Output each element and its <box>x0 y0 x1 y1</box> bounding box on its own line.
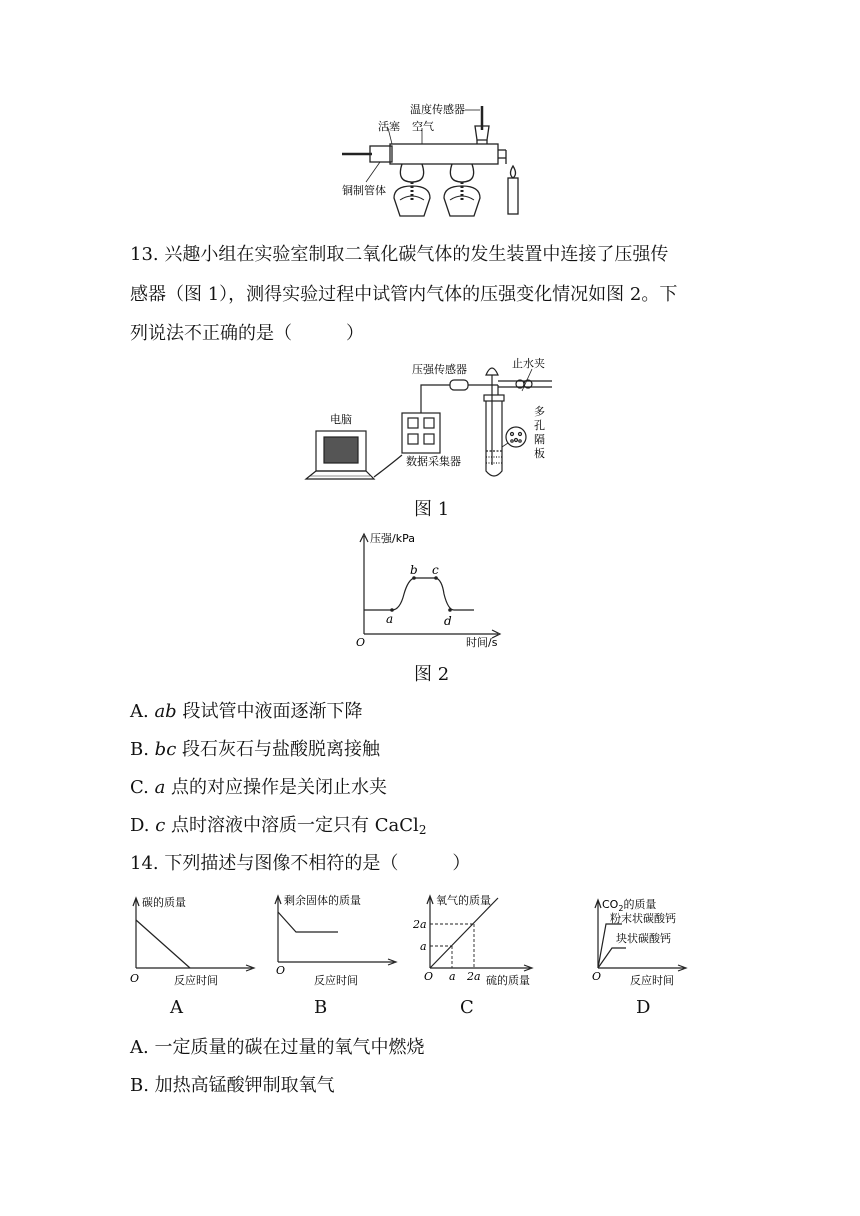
porous-plate-label-4: 板 <box>534 447 545 460</box>
porous-plate-label-2: 孔 <box>534 419 545 432</box>
graph2-point-d: d <box>444 614 452 628</box>
q13-stem-line3: 列说法不正确的是（ ） <box>130 323 364 344</box>
graph-a-ylabel: 碳的质量 <box>142 896 186 909</box>
graph2-xlabel: 时间/s <box>466 636 498 649</box>
computer-label: 电脑 <box>330 413 352 426</box>
q13-option-b: B. bc 段石灰石与盐酸脱离接触 <box>130 739 381 760</box>
graph-b-xlabel: 反应时间 <box>314 974 358 987</box>
q13-option-a: A. ab 段试管中液面逐渐下降 <box>130 701 363 722</box>
graph-d-origin: O <box>592 970 602 983</box>
graph-d-series-powder: 粉末状碳酸钙 <box>610 912 676 925</box>
graph-b-origin: O <box>276 964 286 977</box>
pressure-apparatus-figure <box>300 355 560 485</box>
copper-tube-apparatus-figure <box>330 96 530 221</box>
air-label: 空气 <box>412 120 434 133</box>
copper-tube-label: 铜制管体 <box>342 184 386 197</box>
graph-d-series-block: 块状碳酸钙 <box>616 932 671 945</box>
q13-stem-line1: 13. 兴趣小组在实验室制取二氧化碳气体的发生装置中连接了压强传 <box>130 244 669 265</box>
graph-c-ylabel: 氧气的质量 <box>436 894 491 907</box>
fig1-caption: 图 1 <box>414 499 450 520</box>
q14-graph-b <box>270 890 410 990</box>
graph-a-origin: O <box>130 972 140 985</box>
temp-sensor-label: 温度传感器 <box>410 103 465 116</box>
q14-stem: 14. 下列描述与图像不相符的是（ ） <box>130 853 471 874</box>
q14-graph-d <box>590 890 740 990</box>
graph-a-xlabel: 反应时间 <box>174 974 218 987</box>
porous-plate-label-1: 多 <box>534 405 545 418</box>
q13-option-d: D. c 点时溶液中溶质一定只有 CaCl$_2$ <box>130 815 427 837</box>
piston-label: 活塞 <box>378 120 400 133</box>
graph-d-letter: D <box>636 997 651 1018</box>
graph2-origin: O <box>356 636 366 649</box>
stop-clamp-label: 止水夹 <box>512 357 545 370</box>
graph-c-letter: C <box>460 997 474 1018</box>
graph2-point-c: c <box>432 563 439 577</box>
q13-stem-line2: 感器（图 1），测得实验过程中试管内气体的压强变化情况如图 2。下 <box>130 284 678 305</box>
porous-plate-label-3: 隔 <box>534 433 545 446</box>
graph-c-tick-x-2a: 2a <box>467 970 481 983</box>
graph2-ylabel: 压强/kPa <box>370 532 415 545</box>
q14-option-a: A. 一定质量的碳在过量的氧气中燃烧 <box>130 1037 425 1058</box>
graph-b-letter: B <box>314 997 328 1018</box>
graph-d-ylabel: $CO_2$的质量 <box>602 898 657 913</box>
fig2-caption: 图 2 <box>414 664 450 685</box>
graph2-point-b: b <box>410 563 418 577</box>
pressure-sensor-label: 压强传感器 <box>412 363 467 376</box>
q14-graph-a <box>128 890 268 990</box>
pressure-time-graph <box>350 528 510 650</box>
q14-option-b: B. 加热高锰酸钾制取氧气 <box>130 1075 335 1096</box>
graph-c-xlabel: 硫的质量 <box>486 974 530 987</box>
graph-b-ylabel: 剩余固体的质量 <box>284 894 361 907</box>
graph-c-origin: O <box>424 970 434 983</box>
graph-d-xlabel: 反应时间 <box>630 974 674 987</box>
data-collector-label: 数据采集器 <box>406 455 461 468</box>
graph-c-tick-y-2a: 2a <box>413 918 427 931</box>
q13-option-c: C. a 点的对应操作是关闭止水夹 <box>130 777 388 798</box>
q14-graph-c <box>412 890 552 990</box>
graph-a-letter: A <box>170 997 183 1018</box>
graph-c-tick-y-a: a <box>420 940 427 953</box>
graph-c-tick-x-a: a <box>449 970 456 983</box>
graph2-point-a: a <box>386 612 394 626</box>
